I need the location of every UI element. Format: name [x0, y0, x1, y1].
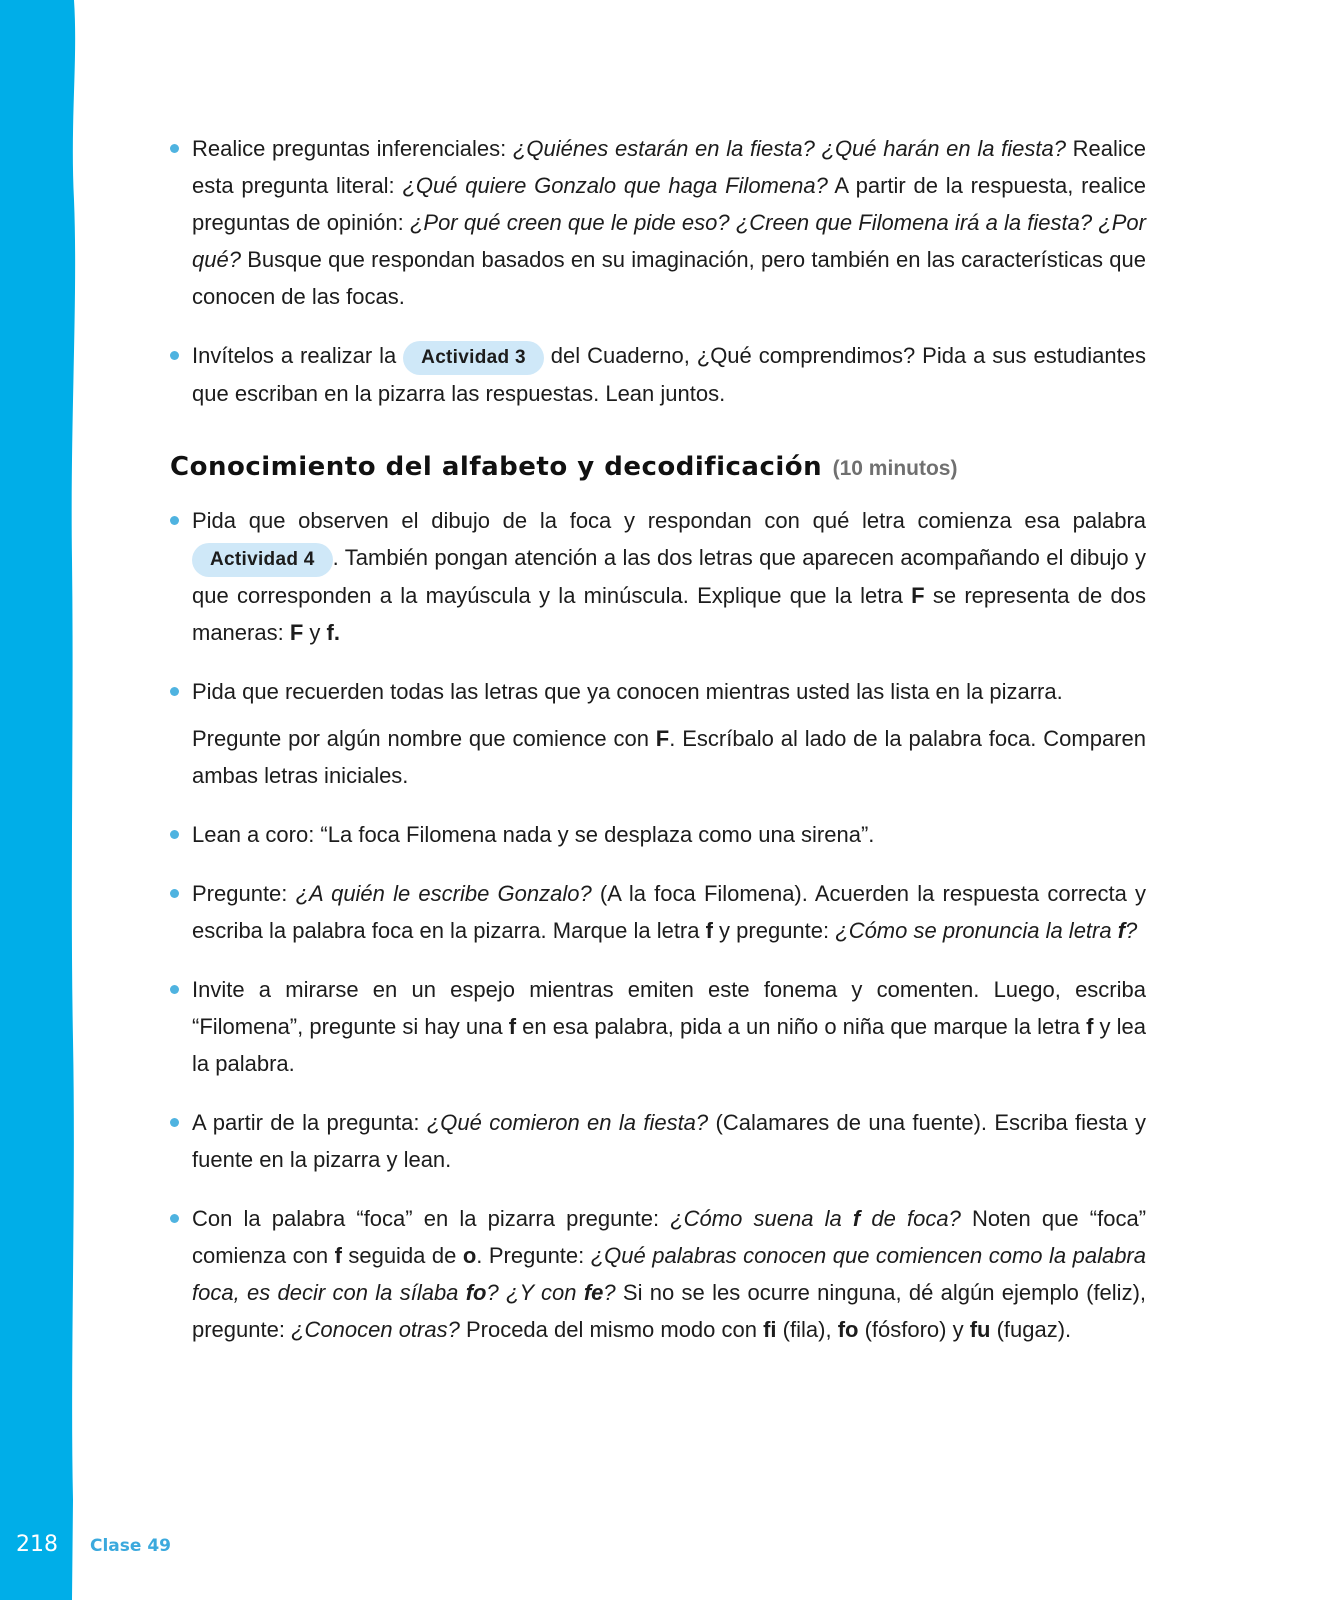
text-run: . También pongan atención a las dos letras que aparecen acompañando el dibujo y que corresponden a la mayúscula y la minúscula. Explique que la letra — [192, 545, 1146, 608]
section-title: Conocimiento del alfabeto y decodificación — [170, 452, 823, 482]
text-run: (A la foca Filomena). Acuerden la respuesta correcta y escriba la palabra foca en la pizarra. Marque la letra — [192, 881, 1146, 943]
text-run: Proceda del mismo modo con — [459, 1317, 764, 1342]
text-run: Pida que recuerden todas las letras que ya conocen mientras usted las lista en la pizarra. — [192, 679, 1063, 704]
text-run: (fugaz). — [990, 1317, 1072, 1342]
text-run: . Escríbalo al lado de la palabra foca. Comparen ambas letras iniciales. — [192, 726, 1146, 788]
italic-text: ¿Qué palabras conocen que comiencen como la palabra foca, es decir con la sílaba — [192, 1243, 1146, 1305]
band-shape — [0, 0, 75, 1600]
page-number: 218 — [16, 1532, 58, 1557]
text-run: (fila), — [776, 1317, 838, 1342]
bold-italic-text: f — [1117, 918, 1126, 943]
text-run: Pregunte: — [192, 881, 296, 906]
main-content — [170, 130, 1146, 1370]
text-run: del Cuaderno, ¿Qué comprendimos? Pida a sus estudiantes que escriban en la pizarra las respuestas. Lean juntos. — [192, 343, 1146, 406]
side-color-band — [0, 0, 90, 1600]
italic-text: ¿Cómo se pronuncia la letra — [835, 918, 1118, 943]
bold-text: F — [289, 620, 304, 645]
bold-italic-text: fe — [583, 1280, 604, 1305]
text-run: A partir de la pregunta: — [192, 1110, 427, 1135]
list-item — [170, 1104, 1146, 1178]
text-run: Invite a mirarse en un espejo mientras emiten este fonema y comenten. Luego, escriba “Filomena”, pregunte si hay una — [192, 977, 1146, 1039]
text-run: en esa palabra, pida a un niño o niña que marque la letra — [516, 1014, 1087, 1039]
list-item — [170, 971, 1146, 1082]
bold-text: f — [508, 1014, 517, 1039]
italic-text: ¿Conocen otras? — [291, 1317, 460, 1342]
activity-badge: Actividad 4 — [192, 543, 333, 577]
bold-text: f — [334, 1243, 342, 1268]
italic-text: ¿Qué comieron en la fiesta? — [426, 1110, 709, 1135]
italic-text: ¿Por qué creen que le pide eso? ¿Creen que Filomena irá a la fiesta? ¿Por qué? — [192, 210, 1146, 272]
alphabet-decoding-list — [170, 502, 1146, 1348]
italic-text: ¿Qué quiere Gonzalo que haga Filomena? — [402, 173, 828, 198]
italic-text: de foca? — [860, 1206, 961, 1231]
bold-text: o — [462, 1243, 477, 1268]
text-run: (Calamares de una fuente). Escriba fiesta y fuente en la pizarra y lean. — [192, 1110, 1146, 1172]
list-item — [170, 502, 1146, 651]
bold-text: F — [655, 726, 670, 751]
text-run: y — [303, 620, 327, 645]
text-run: seguida de — [341, 1243, 463, 1268]
text-run: se representa de dos maneras: — [192, 583, 1146, 645]
text-run: Si no se les ocurre ninguna, dé algún ejemplo (feliz), pregunte: — [192, 1280, 1147, 1342]
bold-text: fu — [969, 1317, 991, 1342]
text-run: . Pregunte: — [476, 1243, 591, 1268]
class-label: Clase 49 — [90, 1536, 171, 1556]
section-heading — [170, 452, 1146, 482]
italic-text: ? — [1125, 918, 1138, 943]
text-run: y lea la palabra. — [192, 1014, 1146, 1076]
list-item-paragraph — [192, 720, 1146, 794]
text-run: y pregunte: — [712, 918, 836, 943]
text-run: Pregunte por algún nombre que comience con — [192, 726, 656, 751]
text-run: Lean a coro: “La foca Filomena nada y se desplaza como una sirena”. — [192, 822, 875, 847]
bold-italic-text: fo — [465, 1280, 487, 1305]
list-item — [170, 875, 1146, 949]
activity-badge: Actividad 3 — [403, 341, 544, 375]
list-item — [170, 816, 1146, 853]
text-run: Con la palabra “foca” en la pizarra pregunte: — [192, 1206, 671, 1231]
bold-text: fo — [837, 1317, 859, 1342]
text-run: Pida que observen el dibujo de la foca y respondan con qué letra comienza esa palabra — [192, 508, 1146, 533]
bold-text: F — [911, 583, 925, 608]
italic-text: ? ¿Y con — [486, 1280, 584, 1305]
bold-text: fi — [763, 1317, 777, 1342]
text-run: Realice preguntas inferenciales: — [192, 136, 513, 161]
section-duration: (10 minutos) — [832, 457, 958, 480]
text-run: Invítelos a realizar la — [192, 343, 404, 368]
bold-text: f — [1086, 1014, 1094, 1039]
list-item — [170, 130, 1146, 315]
bold-italic-text: f — [852, 1206, 861, 1231]
italic-text: ? — [603, 1280, 616, 1305]
italic-text: ¿A quién le escribe Gonzalo? — [295, 881, 592, 906]
italic-text: ¿Quiénes estarán en la fiesta? ¿Qué harán en la fiesta? — [512, 136, 1066, 161]
text-run: Noten que “foca” comienza con — [192, 1206, 1147, 1268]
text-run: Realice esta pregunta literal: — [192, 136, 1147, 198]
italic-text: ¿Cómo suena la — [670, 1206, 853, 1231]
list-item — [170, 673, 1146, 794]
list-item — [170, 337, 1146, 412]
text-run: Busque que respondan basados en su imaginación, pero también en las características que conocen de las focas. — [192, 247, 1146, 309]
text-run: A partir de la respuesta, realice preguntas de opinión: — [192, 173, 1146, 235]
bold-text: f — [705, 918, 713, 943]
reading-comprehension-list — [170, 130, 1146, 412]
list-item — [170, 1200, 1146, 1348]
bold-text: f. — [326, 620, 340, 645]
text-run: (fósforo) y — [858, 1317, 970, 1342]
